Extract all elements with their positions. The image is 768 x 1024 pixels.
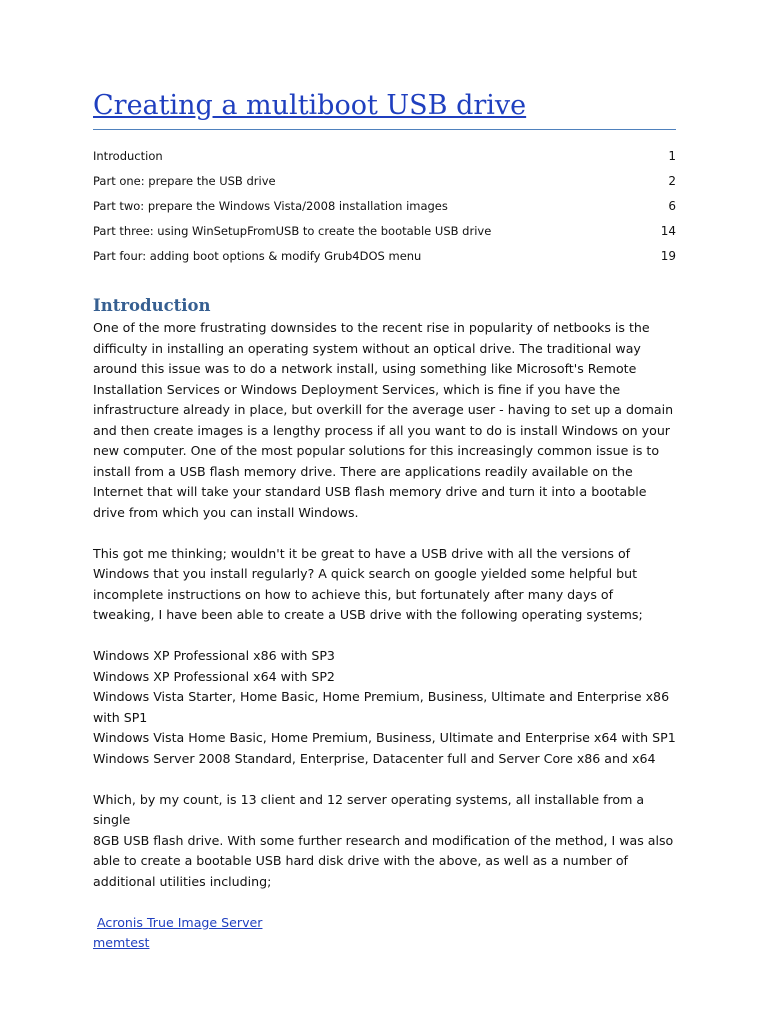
text-line: Which, by my count, is 13 client and 12 server operating systems, all installable from a single [93,791,645,827]
paragraph-thinking [93,544,683,626]
text-line: install from a USB flash memory drive. There are applications readily available on the [93,463,633,479]
toc-entry-page: 2 [668,174,676,188]
text-line: 8GB USB flash drive. With some further research and modification of the method, I was also [93,832,674,848]
text-line: This got me thinking; wouldn't it be great to have a USB drive with all the versions of [93,545,631,561]
text-line: tweaking, I have been able to create a USB drive with the following operating systems; [93,607,643,622]
toc-entry-part-three[interactable] [93,221,676,246]
text-line: infrastructure already in place, but overkill for the average user - having to set up a domain [93,402,674,417]
os-list-item: Windows Vista Starter, Home Basic, Home Premium, Business, Ultimate and Enterprise x86 [93,689,670,704]
link-acronis-true-image-server[interactable]: Acronis True Image Server [97,914,263,930]
paragraph-spacer [93,892,683,913]
toc-entry-part-four[interactable] [93,246,676,271]
text-line: able to create a bootable USB hard disk drive with the above, as well as a number of [93,853,628,868]
link-memtest[interactable]: memtest [93,935,150,950]
text-line: Internet that will take your standard USB flash memory drive and turn it into a bootable [93,484,647,499]
paragraph-intro [93,318,683,523]
text-line: Installation Services or Windows Deployment Services, which is fine if you have the [93,381,621,397]
text-line: Windows that you install regularly? A quick search on google yielded some helpful but [93,566,638,581]
os-list-item: Windows XP Professional x64 with SP2 [93,668,335,684]
toc-entry-label: Introduction [93,149,163,163]
toc-entry-part-two[interactable] [93,196,676,221]
toc-entry-label: Part three: using WinSetupFromUSB to create the bootable USB drive [93,224,492,238]
toc-entry-page: 14 [660,224,676,238]
text-line: additional utilities including; [93,873,272,889]
text-line: difficulty in installing an operating system without an optical drive. The traditional way [93,340,641,356]
text-line: around this issue was to do a network install, using something like Microsoft's Remote [93,361,637,376]
toc-entry-label: Part one: prepare the USB drive [93,174,276,188]
title-underline-rule [93,129,676,130]
text-line: incomplete instructions on how to achieve this, but fortunately after many days of [93,586,614,602]
os-list [93,646,683,769]
introduction-heading: Introduction [93,296,211,315]
paragraph-spacer [93,769,683,790]
text-line: new computer. One of the most popular solutions for this increasingly common issue is to [93,443,660,458]
toc-entry-part-one[interactable] [93,171,676,196]
toc-entry-page: 6 [668,199,676,213]
paragraph-count [93,790,683,893]
toc-entry-label: Part four: adding boot options & modify Grub4DOS menu [93,249,422,263]
paragraph-spacer [93,523,683,544]
document-title-link[interactable]: Creating a multiboot USB drive [93,90,527,121]
toc-entry-introduction[interactable] [93,146,676,171]
os-list-item: Windows Server 2008 Standard, Enterprise, Datacenter full and Server Core x86 and x64 [93,750,656,766]
os-list-item: with SP1 [93,709,148,725]
os-list-item: Windows Vista Home Basic, Home Premium, Business, Ultimate and Enterprise x64 with SP1 [93,730,676,745]
text-line: and then create images is a lengthy process if all you want to do is install Windows on your [93,422,670,438]
text-line: One of the more frustrating downsides to the recent rise in popularity of netbooks is the [93,320,650,335]
toc-entry-page: 1 [668,149,676,163]
toc-entry-page: 19 [660,249,676,263]
document-body [93,318,683,954]
table-of-contents [93,146,676,271]
paragraph-spacer [93,626,683,647]
utility-links [93,913,683,954]
os-list-item: Windows XP Professional x86 with SP3 [93,648,335,663]
text-line: drive from which you can install Windows. [93,504,359,520]
toc-entry-label: Part two: prepare the Windows Vista/2008 installation images [93,199,448,213]
